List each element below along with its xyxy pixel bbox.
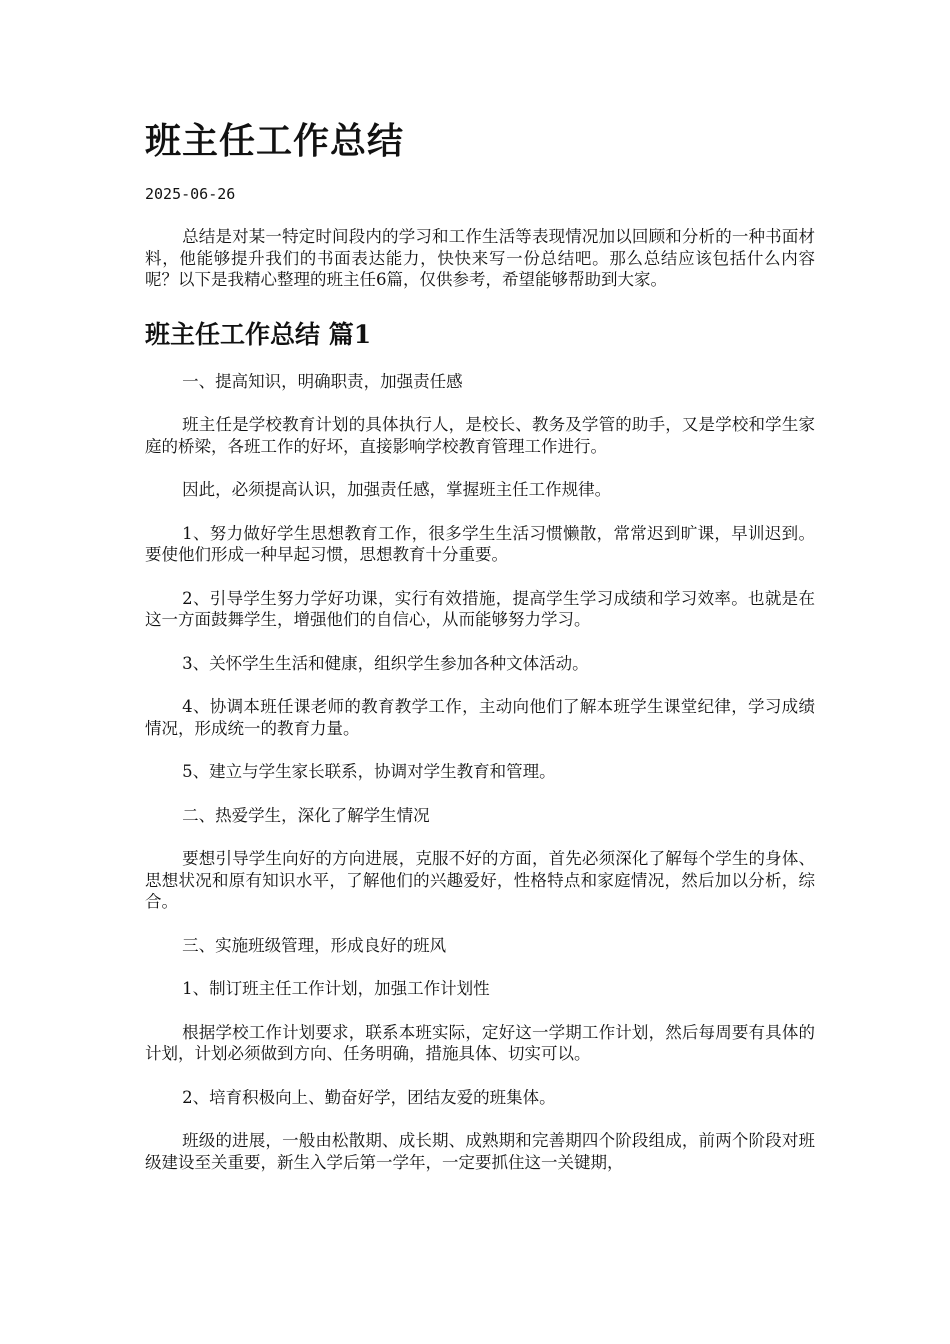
document-date: 2025-06-26 [145,185,236,203]
paragraph-3: 因此，必须提高认识，加强责任感，掌握班主任工作规律。 [182,480,612,499]
paragraph-6: 3、关怀学生生活和健康，组织学生参加各种文体活动。 [182,653,589,673]
paragraph-1: 一、提高知识，明确职责，加强责任感 [182,371,463,391]
paragraph-2: 班主任是学校教育计划的具体执行人，是校长、教务及学管的助手，又是学校和学生家庭的桥梁，各班工作的好坏，直接影响学校教育管理工作进行。 [145,415,815,456]
document-page [145,118,815,1195]
paragraph-11: 三、实施班级管理，形成良好的班风 [182,935,447,955]
paragraph-10: 要想引导学生向好的方向进展，克服不好的方面，首先必须深化了解每个学生的身体、思想状况和原有知识水平，了解他们的兴趣爱好，性格特点和家庭情况，然后加以分析，综合。 [145,849,815,911]
paragraph-5: 2、引导学生努力学好功课，实行有效措施，提高学生学习成绩和学习效率。也就是在这一方面鼓舞学生，增强他们的自信心，从而能够努力学习。 [145,588,815,629]
paragraph-14: 2、培育积极向上、勤奋好学，团结友爱的班集体。 [182,1087,556,1107]
intro-paragraph: 总结是对某一特定时间段内的学习和工作生活等表现情况加以回顾和分析的一种书面材料，他能够提升我们的书面表达能力，快快来写一份总结吧。那么总结应该包括什么内容呢？以下是我精心整理的班主任6篇，仅供参考，希望能够帮助到大家。 [145,227,815,289]
section-heading: 班主任工作总结 篇1 [145,319,372,349]
paragraph-7: 4、协调本班任课老师的教育教学工作，主动向他们了解本班学生课堂纪律，学习成绩情况，形成统一的教育力量。 [145,697,815,738]
paragraph-4: 1、努力做好学生思想教育工作，很多学生生活习惯懒散，常常迟到旷课，早训迟到。要使他们形成一种早起习惯，思想教育十分重要。 [145,523,815,564]
document-title: 班主任工作总结 [145,120,405,162]
paragraph-12: 1、制订班主任工作计划，加强工作计划性 [182,979,490,998]
paragraph-15: 班级的进展，一般由松散期、成长期、成熟期和完善期四个阶段组成，前两个阶段对班级建设至关重要，新生入学后第一学年，一定要抓住这一关键期， [145,1131,815,1172]
paragraph-9: 二、热爱学生，深化了解学生情况 [182,805,430,825]
paragraph-13: 根据学校工作计划要求，联系本班实际，定好这一学期工作计划，然后每周要有具体的计划，计划必须做到方向、任务明确，措施具体、切实可以。 [145,1022,815,1063]
paragraph-8: 5、建立与学生家长联系，协调对学生教育和管理。 [182,762,556,781]
